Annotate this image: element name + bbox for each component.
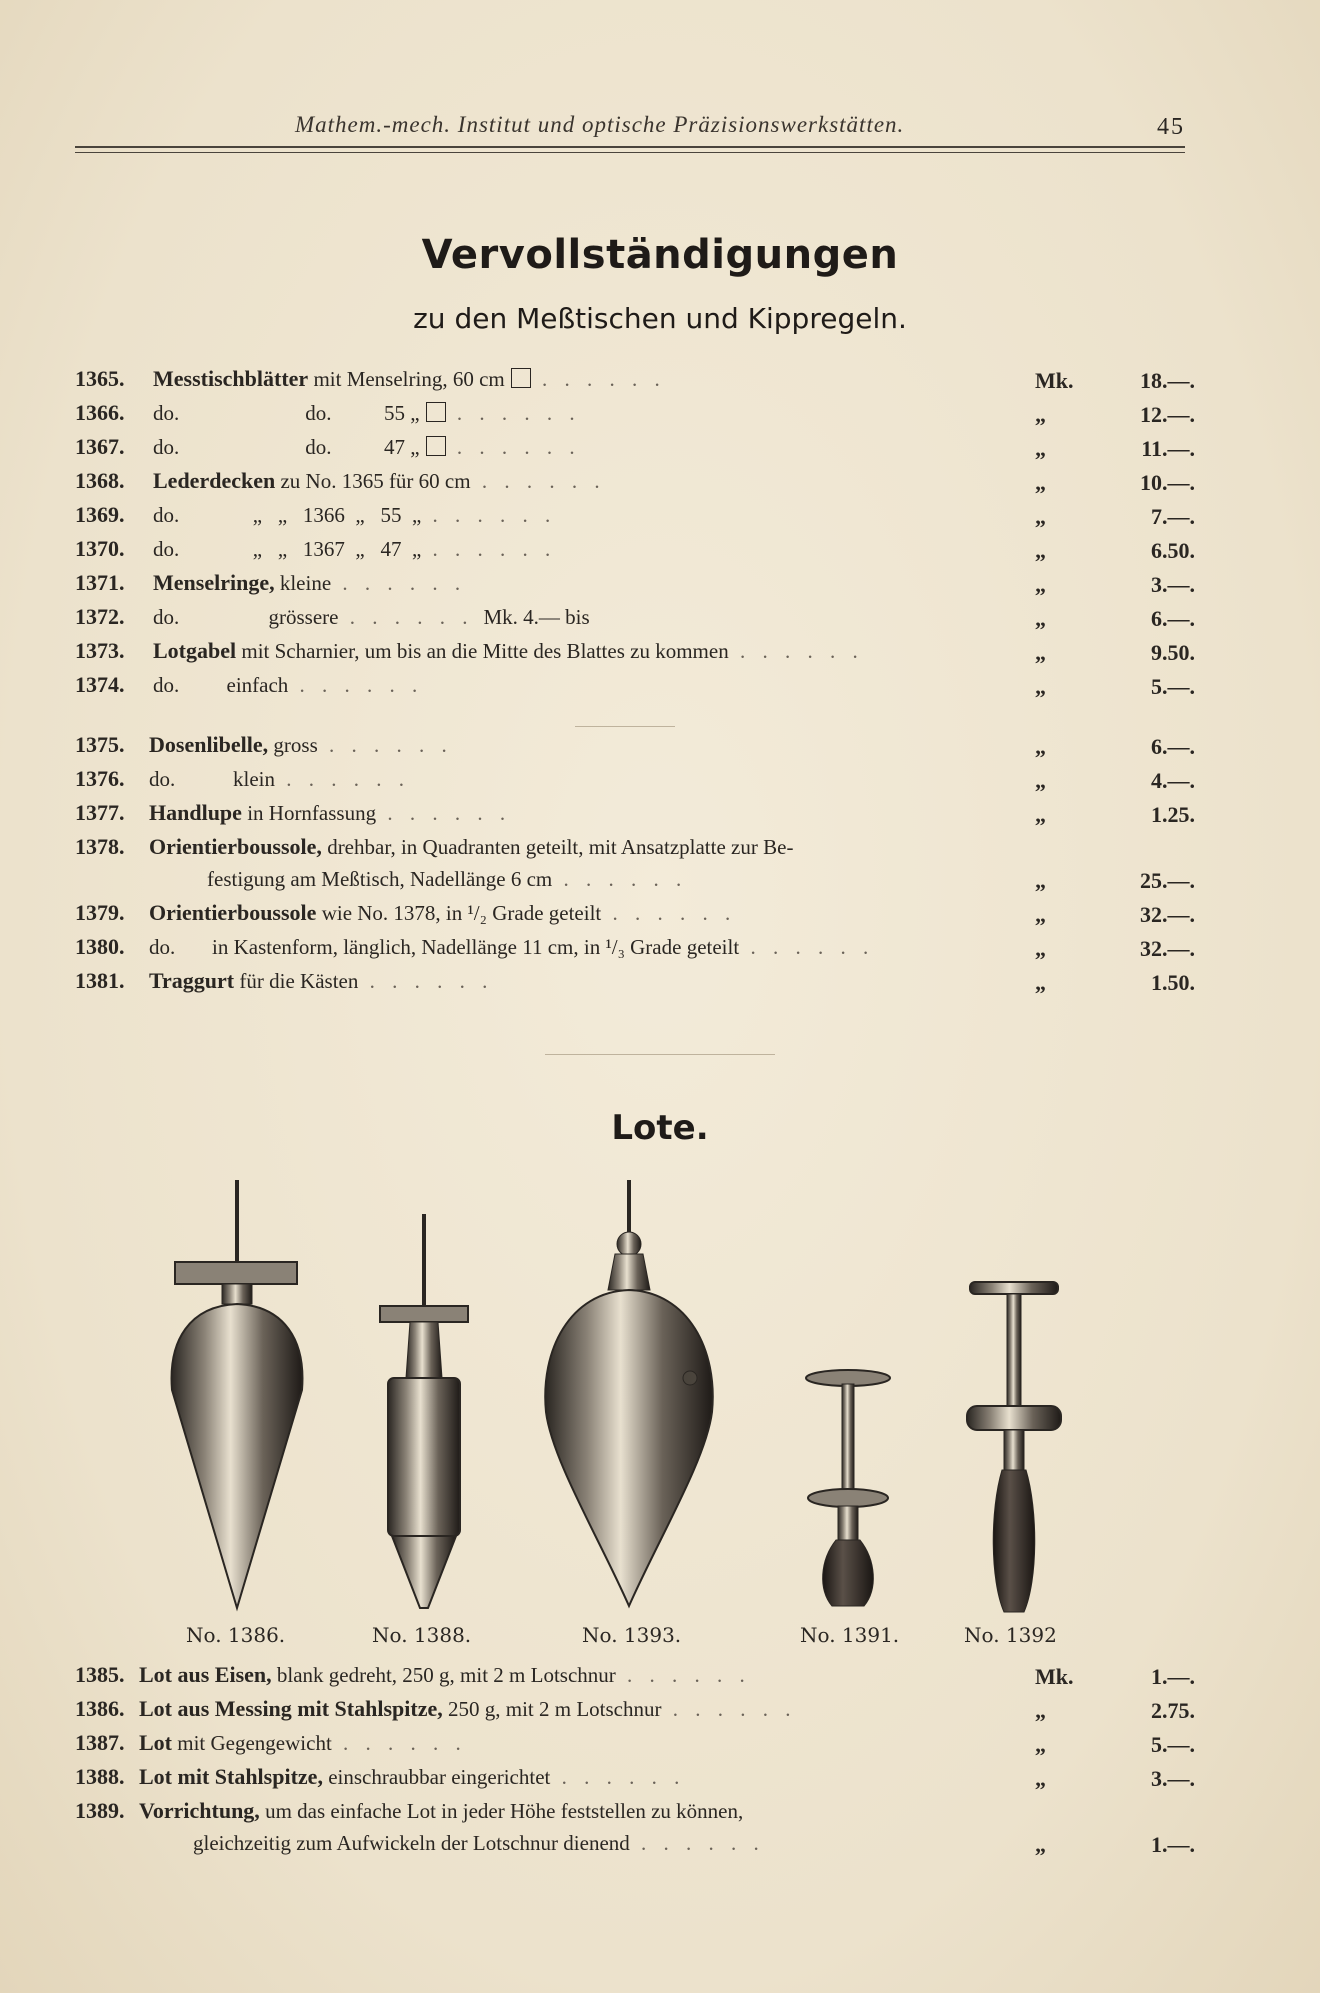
item-name: Messtischblätter xyxy=(153,366,309,391)
caption-1388: No. 1388. xyxy=(372,1623,472,1647)
caption-1393: No. 1393. xyxy=(582,1623,682,1647)
item-description xyxy=(139,1696,797,1722)
currency-mark: „ xyxy=(1035,674,1046,699)
item-price: 11.—. xyxy=(1141,436,1195,461)
dot-leader: . . . . . . xyxy=(317,733,453,757)
item-detail: do. do. 47 „ xyxy=(153,435,420,459)
item-price: 5.—. xyxy=(1151,1732,1195,1757)
currency-mark: Mk. xyxy=(1035,368,1074,393)
item-name: Lot aus Eisen, xyxy=(139,1662,272,1687)
currency-mark: „ xyxy=(1035,970,1046,995)
item-number: 1376. xyxy=(75,766,125,791)
currency-mark: „ xyxy=(1035,768,1046,793)
dot-leader: . . . . . . xyxy=(376,801,512,825)
item-number: 1381. xyxy=(75,968,125,993)
item-description xyxy=(139,1662,751,1688)
caption-1392: No. 1392 xyxy=(964,1623,1057,1647)
item-detail: wie No. 1378, in ¹/₂ Grade geteilt xyxy=(321,901,602,925)
section-title-lote: Lote. xyxy=(611,1108,709,1148)
dot-leader: . . . . . . xyxy=(661,1697,797,1721)
item-number: 1377. xyxy=(75,800,125,825)
currency-mark: „ xyxy=(1035,436,1046,461)
item-number: 1375. xyxy=(75,732,125,757)
dot-leader: . . . . . . xyxy=(728,639,864,663)
dot-leader: . . . . . . xyxy=(629,1831,765,1855)
item-number: 1374. xyxy=(75,672,125,697)
item-price: 6.50. xyxy=(1151,538,1195,563)
dot-leader: . . . . . . xyxy=(331,571,467,595)
item-detail: do. in Kastenform, länglich, Nadellänge 11 cm, in ¹/₃ Grade geteilt xyxy=(149,935,740,959)
page-number: 45 xyxy=(1157,114,1185,140)
item-description xyxy=(139,1764,685,1790)
currency-mark: „ xyxy=(1035,936,1046,961)
item-name: Handlupe xyxy=(149,800,242,825)
item-detail: drehbar, in Quadranten geteilt, mit Ansatzplatte zur Be- xyxy=(327,835,794,859)
item-price: 12.—. xyxy=(1140,402,1195,427)
plumb-bob-1388-icon xyxy=(380,1214,468,1608)
item-name: Orientierboussole, xyxy=(149,834,322,859)
dot-leader: . . . . . . xyxy=(615,1663,751,1687)
item-detail: blank gedreht, 250 g, mit 2 m Lotschnur xyxy=(276,1663,616,1687)
currency-mark: „ xyxy=(1035,402,1046,427)
item-detail: mit Gegengewicht xyxy=(177,1731,332,1755)
item-price: 5.—. xyxy=(1151,674,1195,699)
item-name: Menselringe, xyxy=(153,570,275,595)
item-detail: einschraubbar eingerichtet xyxy=(328,1765,551,1789)
item-detail: do. klein xyxy=(149,767,275,791)
item-detail: gleichzeitig zum Aufwickeln der Lotschnur dienend xyxy=(193,1831,630,1855)
dot-leader: . . . . . . xyxy=(550,1765,686,1789)
dot-leader: . . . . . . xyxy=(530,367,666,391)
item-detail: do. grössere xyxy=(153,605,339,629)
currency-mark: „ xyxy=(1035,538,1046,563)
item-detail: festigung am Meßtisch, Nadellänge 6 cm xyxy=(207,867,553,891)
item-name: Lederdecken xyxy=(153,468,276,493)
item-detail: für die Kästen xyxy=(239,969,359,993)
item-number: 1385. xyxy=(75,1662,125,1687)
item-detail: gross xyxy=(273,733,318,757)
dot-leader: . . . . . . xyxy=(739,935,875,959)
dot-leader: . . . . . . xyxy=(445,401,581,425)
caption-1386: No. 1386. xyxy=(186,1623,286,1647)
currency-mark: „ xyxy=(1035,868,1046,893)
currency-mark: Mk. xyxy=(1035,1664,1074,1689)
item-number: 1369. xyxy=(75,502,125,527)
item-price: 1.—. xyxy=(1151,1832,1195,1857)
item-name: Traggurt xyxy=(149,968,235,993)
currency-mark: „ xyxy=(1035,1766,1046,1791)
item-detail: mit Menselring, 60 cm xyxy=(313,367,505,391)
item-name: Lotgabel xyxy=(153,638,237,663)
item-detail: 250 g, mit 2 m Lotschnur xyxy=(448,1697,662,1721)
price-range-from: Mk. 4.— bis xyxy=(483,605,590,629)
item-price: 1.25. xyxy=(1151,802,1195,827)
item-number: 1389. xyxy=(75,1798,125,1823)
dot-leader: . . . . . . xyxy=(421,537,557,561)
dot-leader: . . . . . . xyxy=(358,969,494,993)
item-name: Lot mit Stahlspitze, xyxy=(139,1764,323,1789)
item-detail: mit Scharnier, um bis an die Mitte des Blattes zu kommen xyxy=(241,639,729,663)
dot-leader: . . . . . . xyxy=(470,469,606,493)
item-description xyxy=(139,1798,743,1824)
item-number: 1365. xyxy=(75,366,125,391)
plumb-bob-1393-icon xyxy=(545,1180,713,1606)
plumb-bob-1386-icon xyxy=(172,1180,303,1608)
table-row xyxy=(75,1662,1195,1692)
caption-1391: No. 1391. xyxy=(800,1623,900,1647)
item-detail: kleine xyxy=(279,571,332,595)
table-row xyxy=(75,1830,1195,1860)
currency-mark: „ xyxy=(1035,734,1046,759)
item-name: Lot aus Messing mit Stahlspitze, xyxy=(139,1696,443,1721)
currency-mark: „ xyxy=(1035,802,1046,827)
dot-leader: . . . . . . xyxy=(331,1731,467,1755)
item-number: 1368. xyxy=(75,468,125,493)
item-price: 1.—. xyxy=(1151,1664,1195,1689)
item-number: 1370. xyxy=(75,536,125,561)
item-number: 1378. xyxy=(75,834,125,859)
item-price: 6.—. xyxy=(1151,606,1195,631)
section-title: Vervollständigungen xyxy=(421,232,899,278)
currency-mark: „ xyxy=(1035,606,1046,631)
plumb-device-1391-icon xyxy=(806,1370,890,1606)
header-title: Mathem.-mech. Institut und optische Präzisionswerkstätten. xyxy=(295,112,905,137)
item-price: 2.75. xyxy=(1151,1698,1195,1723)
item-price: 9.50. xyxy=(1151,640,1195,665)
item-name: Dosenlibelle, xyxy=(149,732,269,757)
currency-mark: „ xyxy=(1035,640,1046,665)
item-detail: do. „ „ 1366 „ 55 „ xyxy=(153,503,422,527)
item-number: 1366. xyxy=(75,400,125,425)
item-name: Orientierboussole xyxy=(149,900,317,925)
item-name: Vorrichtung, xyxy=(139,1798,260,1823)
dot-leader: . . . . . . xyxy=(288,673,424,697)
item-description xyxy=(193,1830,765,1856)
item-price: 4.—. xyxy=(1151,768,1195,793)
item-price: 3.—. xyxy=(1151,1766,1195,1791)
item-number: 1367. xyxy=(75,434,125,459)
item-number: 1380. xyxy=(75,934,125,959)
item-price: 25.—. xyxy=(1140,868,1195,893)
currency-mark: „ xyxy=(1035,1732,1046,1757)
table-row xyxy=(75,1696,1195,1726)
item-description xyxy=(139,1730,467,1756)
item-detail: zu No. 1365 für 60 cm xyxy=(280,469,471,493)
item-price: 32.—. xyxy=(1140,902,1195,927)
table-row xyxy=(75,1798,1195,1828)
item-price: 1.50. xyxy=(1151,970,1195,995)
item-number: 1388. xyxy=(75,1764,125,1789)
currency-mark: „ xyxy=(1035,902,1046,927)
item-detail: do. einfach xyxy=(153,673,289,697)
item-price: 10.—. xyxy=(1140,470,1195,495)
item-price: 32.—. xyxy=(1140,936,1195,961)
dot-leader: . . . . . . xyxy=(338,605,474,629)
section-subtitle: zu den Meßtischen und Kippregeln. xyxy=(413,302,907,335)
currency-mark: „ xyxy=(1035,572,1046,597)
dot-leader: . . . . . . xyxy=(421,503,557,527)
item-detail: um das einfache Lot in jeder Höhe feststellen zu können, xyxy=(265,1799,744,1823)
item-name: Lot xyxy=(139,1730,172,1755)
currency-mark: „ xyxy=(1035,1832,1046,1857)
item-number: 1386. xyxy=(75,1696,125,1721)
item-number: 1379. xyxy=(75,900,125,925)
item-number: 1373. xyxy=(75,638,125,663)
item-detail: do. „ „ 1367 „ 47 „ xyxy=(153,537,422,561)
currency-mark: „ xyxy=(1035,504,1046,529)
item-number: 1372. xyxy=(75,604,125,629)
plumb-device-1392-icon xyxy=(967,1282,1061,1612)
dot-leader: . . . . . . xyxy=(275,767,410,791)
item-detail: in Hornfassung xyxy=(247,801,377,825)
dot-leader: . . . . . . xyxy=(552,867,688,891)
item-number: 1371. xyxy=(75,570,125,595)
item-price: 7.—. xyxy=(1151,504,1195,529)
table-row xyxy=(75,1730,1195,1760)
dot-leader: . . . . . . xyxy=(445,435,581,459)
item-number: 1387. xyxy=(75,1730,125,1755)
item-detail: do. do. 55 „ xyxy=(153,401,420,425)
dot-leader: . . . . . . xyxy=(601,901,737,925)
item-price: 18.—. xyxy=(1140,368,1195,393)
currency-mark: „ xyxy=(1035,470,1046,495)
table-row xyxy=(75,1764,1195,1794)
currency-mark: „ xyxy=(1035,1698,1046,1723)
item-price: 6.—. xyxy=(1151,734,1195,759)
item-price: 3.—. xyxy=(1151,572,1195,597)
